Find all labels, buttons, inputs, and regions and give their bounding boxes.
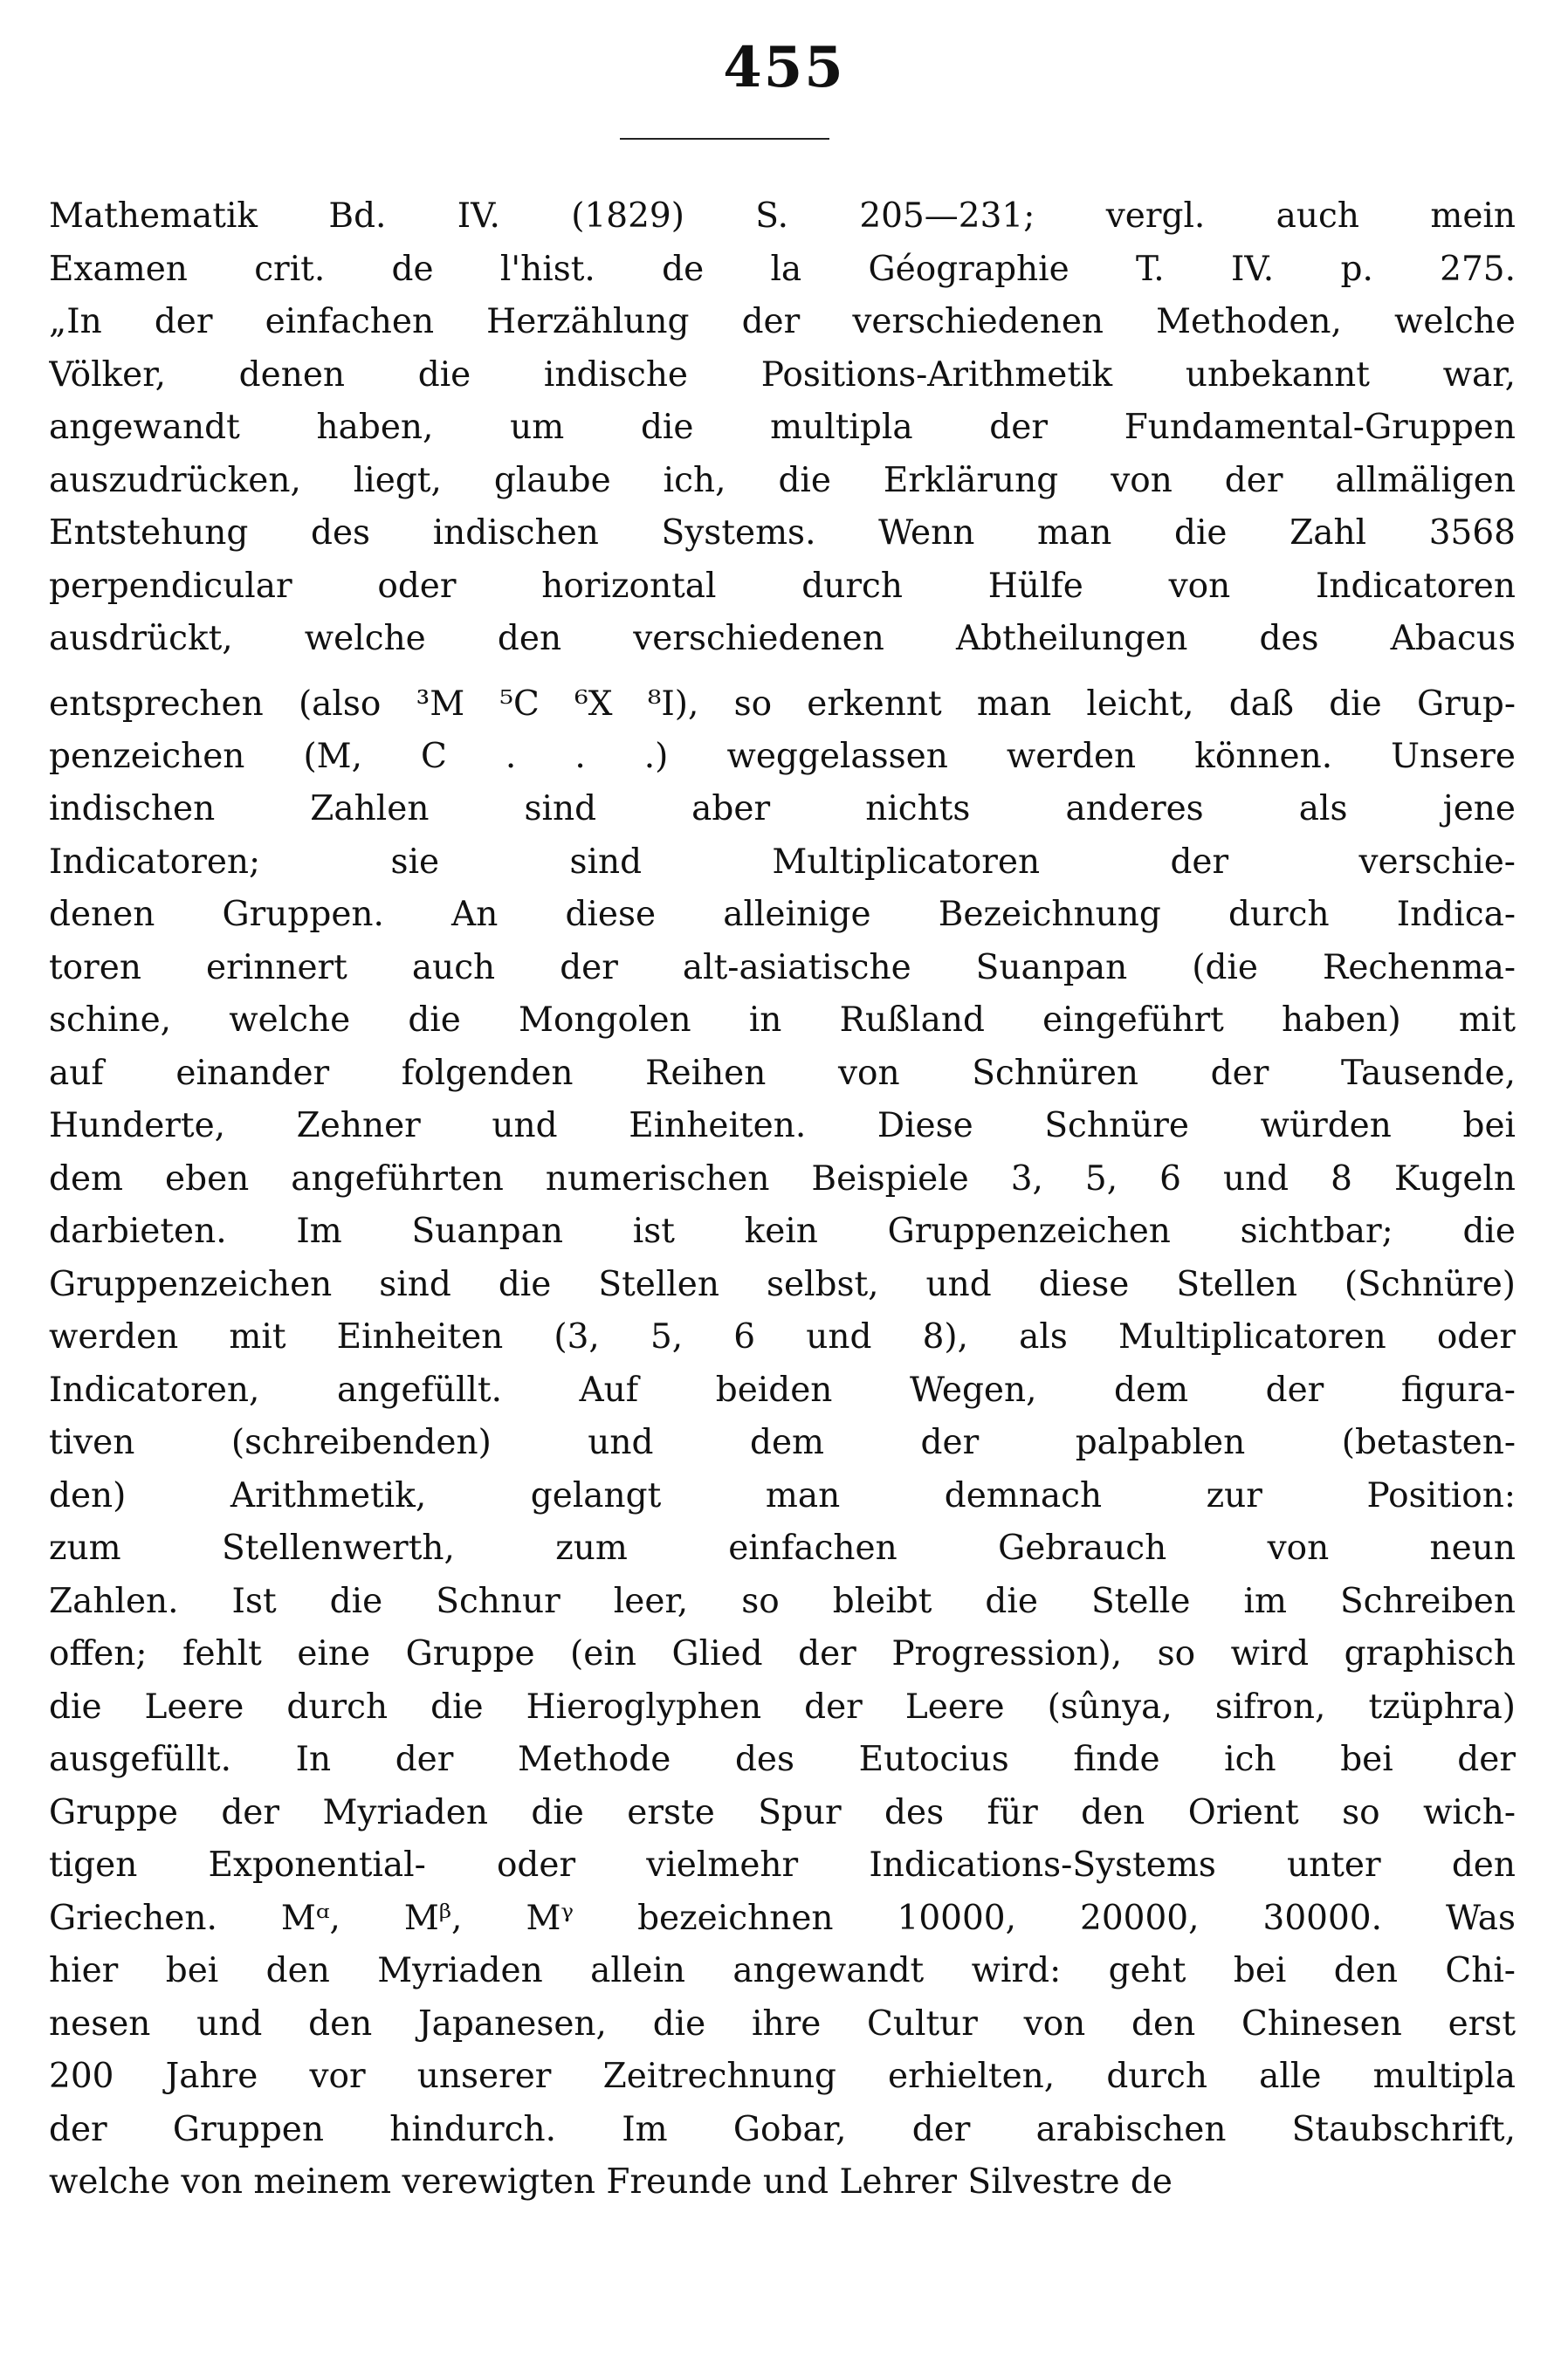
text-line: auf einander folgenden Reihen von Schnüren der Tausende, bbox=[49, 1053, 1516, 1093]
text-line: Griechen. Mᵅ, Mᵝ, Mᵞ bezeichnen 10000, 20000, 30000. Was bbox=[49, 1898, 1516, 1938]
text-line: Gruppe der Myriaden die erste Spur des für den Orient so wich- bbox=[49, 1792, 1516, 1832]
text-line: Völker, denen die indische Positions-Arithmetik unbekannt war, bbox=[49, 354, 1516, 395]
text-line: zum Stellenwerth, zum einfachen Gebrauch von neun bbox=[49, 1529, 1516, 1568]
text-line: angewandt haben, um die multipla der Fundamental-Gruppen bbox=[49, 408, 1516, 447]
text-line: Indicatoren, angefüllt. Auf beiden Wegen, dem der figura- bbox=[49, 1370, 1516, 1410]
text-line: der Gruppen hindurch. Im Gobar, der arabischen Staubschrift, bbox=[49, 2109, 1516, 2149]
text-line: ausgefüllt. In der Methode des Eutocius finde ich bei der bbox=[49, 1740, 1516, 1779]
body-text bbox=[49, 190, 1516, 2209]
text-line: schine, welche die Mongolen in Rußland eingeführt haben) mit bbox=[49, 1000, 1516, 1040]
text-line: perpendicular oder horizontal durch Hülfe von Indicatoren bbox=[49, 566, 1516, 606]
text-line: ausdrückt, welche den verschiedenen Abtheilungen des Abacus bbox=[49, 619, 1516, 658]
text-line: indischen Zahlen sind aber nichts anderes als jene bbox=[49, 789, 1516, 828]
text-line: tigen Exponential- oder vielmehr Indications-Systems unter den bbox=[49, 1845, 1516, 1885]
text-line: nesen und den Japanesen, die ihre Cultur von den Chinesen erst bbox=[49, 2003, 1516, 2044]
text-line: dem eben angeführten numerischen Beispiele 3, 5, 6 und 8 Kugeln bbox=[49, 1158, 1516, 1199]
text-line: die Leere durch die Hieroglyphen der Leere (sûnya, sifron, tzüphra) bbox=[49, 1687, 1516, 1727]
text-line: Zahlen. Ist die Schnur leer, so bleibt die Stelle im Schreiben bbox=[49, 1581, 1516, 1621]
text-line: toren erinnert auch der alt-asiatische Suanpan (die Rechenma- bbox=[49, 947, 1516, 987]
text-line: tiven (schreibenden) und dem der palpablen (betasten- bbox=[49, 1423, 1516, 1462]
header-rule bbox=[620, 138, 829, 140]
text-line: denen Gruppen. An diese alleinige Bezeichnung durch Indica- bbox=[49, 895, 1516, 934]
text-line: welche von meinem verewigten Freunde und Lehrer Silvestre de bbox=[49, 2162, 1173, 2202]
text-line: Gruppenzeichen sind die Stellen selbst, und diese Stellen (Schnüre) bbox=[49, 1264, 1516, 1304]
text-line: Mathematik Bd. IV. (1829) S. 205—231; vergl. auch mein bbox=[49, 196, 1516, 236]
text-line: Hunderte, Zehner und Einheiten. Diese Schnüre würden bei bbox=[49, 1106, 1516, 1145]
text-line: den) Arithmetik, gelangt man demnach zur Position: bbox=[49, 1475, 1516, 1515]
text-line: hier bei den Myriaden allein angewandt wird: geht bei den Chi- bbox=[49, 1951, 1516, 1990]
text-line: darbieten. Im Suanpan ist kein Gruppenzeichen sichtbar; die bbox=[49, 1212, 1516, 1251]
text-line: Indicatoren; sie sind Multiplicatoren der verschie- bbox=[49, 842, 1516, 882]
text-line: 200 Jahre vor unserer Zeitrechnung erhielten, durch alle multipla bbox=[49, 2057, 1516, 2096]
text-line: penzeichen (M, C . . .) weggelassen werden können. Unsere bbox=[49, 736, 1516, 776]
text-line: offen; fehlt eine Gruppe (ein Glied der Progression), so wird graphisch bbox=[49, 1634, 1516, 1673]
text-line: Entstehung des indischen Systems. Wenn man die Zahl 3568 bbox=[49, 513, 1516, 553]
page-number: 455 bbox=[723, 35, 845, 100]
text-line: Examen crit. de l'hist. de la Géographie T. IV. p. 275. bbox=[49, 249, 1516, 289]
text-line: „In der einfachen Herzählung der verschiedenen Methoden, welche bbox=[49, 302, 1516, 341]
text-line: auszudrücken, liegt, glaube ich, die Erklärung von der allmäligen bbox=[49, 460, 1516, 500]
text-line: entsprechen (also ³M ⁵C ⁶X ⁸I), so erkennt man leicht, daß die Grup- bbox=[49, 684, 1516, 724]
text-line: werden mit Einheiten (3, 5, 6 und 8), als Multiplicatoren oder bbox=[49, 1317, 1516, 1357]
